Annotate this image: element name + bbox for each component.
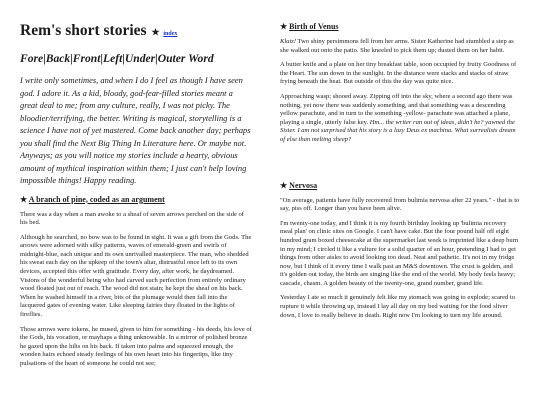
story-paragraph: Although he searched, no bow was to be found in sight. It was a gift from the Gods. The arrows were adorned with silky patterns, waves of emerald-green and swirls of midnight-blue, each unique and its own unrivalled masterpiece. The man, who shedded his sweat each day on the upkeep of the town's altar, distrustful once left to its own devices, accepted this offer with gratitude. Every day, after work, he daydreamed. Visions of the wonderful being who had carved such perfection from entirely ordinary wood floated just out of reach. The wood did not stain; he kept the sheaf on his back. When he washed himself in a river, bits of the plumage would then fall into the lacquered gates of evening water. Like sleeping fairies they floated in the lights of fireflies. [20, 233, 252, 319]
story-paragraph: Those arrows were tokens, he mused, given to him for something - his deeds, his love of the Gods, his vocation, or mayhaps a thing unknowable. In a mirror of polished bronze he gazed upon the hilts on his back. If taken into palms and squeezed enough, the wooden hairs echoed steady feelings of his own heart into his fingertips, like tiny pulsations of the heart of someone he could not see; [20, 325, 252, 367]
intro-paragraph: I write only sometimes, and when I do I feel as though I have seen god. I adore it. As a kid, bloody, god-fear-filled stories meant a great deal to me; from any culture, really, I was not picky. The bloodier/terrifying, the better. Writing is magical, storytelling is a science I have not of yet mastered. Come back another day; perhaps you shall find the Next Big Thing In Literature here. Or maybe not. Anyways; as you will notice my stories include a hearty, obvious amount of mythical inspiration within them; I just can't help loving impossible things! Happy reading. [20, 75, 251, 185]
index-link[interactable]: index [163, 31, 178, 37]
site-title-text: Rem's short stories [20, 22, 147, 39]
site-subtitle: Fore|Back|Front|Left|Under|Outer Word [20, 52, 214, 65]
story-paragraph [280, 38, 520, 55]
story-paragraph: "On average, patients have fully recovered from bulimia nervosa after 22 years." - that is to say, piss off. Longer than you have been alive. [280, 196, 520, 213]
star-icon: ★ [280, 22, 288, 31]
story-paragraph: A butter knife and a plate on her tiny breakfast table, soon occupied by fruity Goodness of the Heart. The sun down in the sunlight. In the distance were stacks and stacks of straw frying beneath the heat. But outside of this the day was quite nice. [280, 61, 517, 86]
star-icon: ★ [280, 180, 288, 190]
story-title-text[interactable]: A branch of pine, coded as an argument [28, 194, 165, 204]
story-text: Two shiny persimmons fell from her arms. Sister Katherine had stumbled a step as she walked out onto the patio. She kneeled to pick them up; dusted them on her habit. [280, 38, 514, 54]
story-title-nervosa [280, 181, 520, 191]
right-column [280, 22, 520, 320]
story-paragraph [280, 93, 520, 145]
story-title-pine [20, 195, 252, 205]
story-emphasis: Klutz! [280, 38, 297, 45]
story-paragraph: I'm twenty-one today, and I think it is my fourth birthday looking up 'bulimia recovery meal plan' on clinic sites on Google. I can't have cake. But the four pound half off eight hundred gram boxed cheesecake at the supermarket last week is imprinted like a deep burn in my mind; I circled it like a vulture for a solid quarter of an hour, pretending I had to get things from other aisles to avoid looking too dead. Neat and pathetic. It's not in my fridge now, but I think of it every time I walk past an M&S downtown. The crust is golden, and it's golden out today, the birds are singing like the end of the world. My body feels heavy; cascade, chasm. A golden beauty of the twenty-one, grand number, grand life. [280, 219, 519, 287]
story-title-venus [280, 22, 520, 32]
story-title-text[interactable]: Nervosa [289, 180, 318, 190]
story-emphasis: Hm... the writer ran out of ideas, didn't he? yawned the Sister. I am not surprised that his story is a lazy Deus ex machina. What surrealists dream of else than melting sheep? [280, 118, 516, 143]
star-icon: ★ [20, 194, 28, 204]
site-title [20, 22, 252, 43]
story-title-text[interactable]: Birth of Venus [289, 22, 339, 31]
left-column [20, 22, 252, 369]
story-paragraph: Yesterday I ate so much it genuinely felt like my stomach was going to explode; scared to rupture it while throwing up, instead I lay all day on my bed waiting for the food sliver down, I love to really believe in death. Right now I'm looking to turn my life around. [280, 294, 515, 319]
story-paragraph: There was a day when a man awoke to a sheaf of seven arrows perched on the side of his bed. [20, 210, 244, 227]
story-text: Approaching wasp; shooed away. Zipping off into the sky, where a second ago there was nothing, yet now there was suddenly something, and that something was a descending yellow parachute, and in turn to the something -yellow- parachute was attached a plane, playing a single, utterly false key. [280, 92, 513, 126]
star-icon: ★ [151, 27, 160, 37]
